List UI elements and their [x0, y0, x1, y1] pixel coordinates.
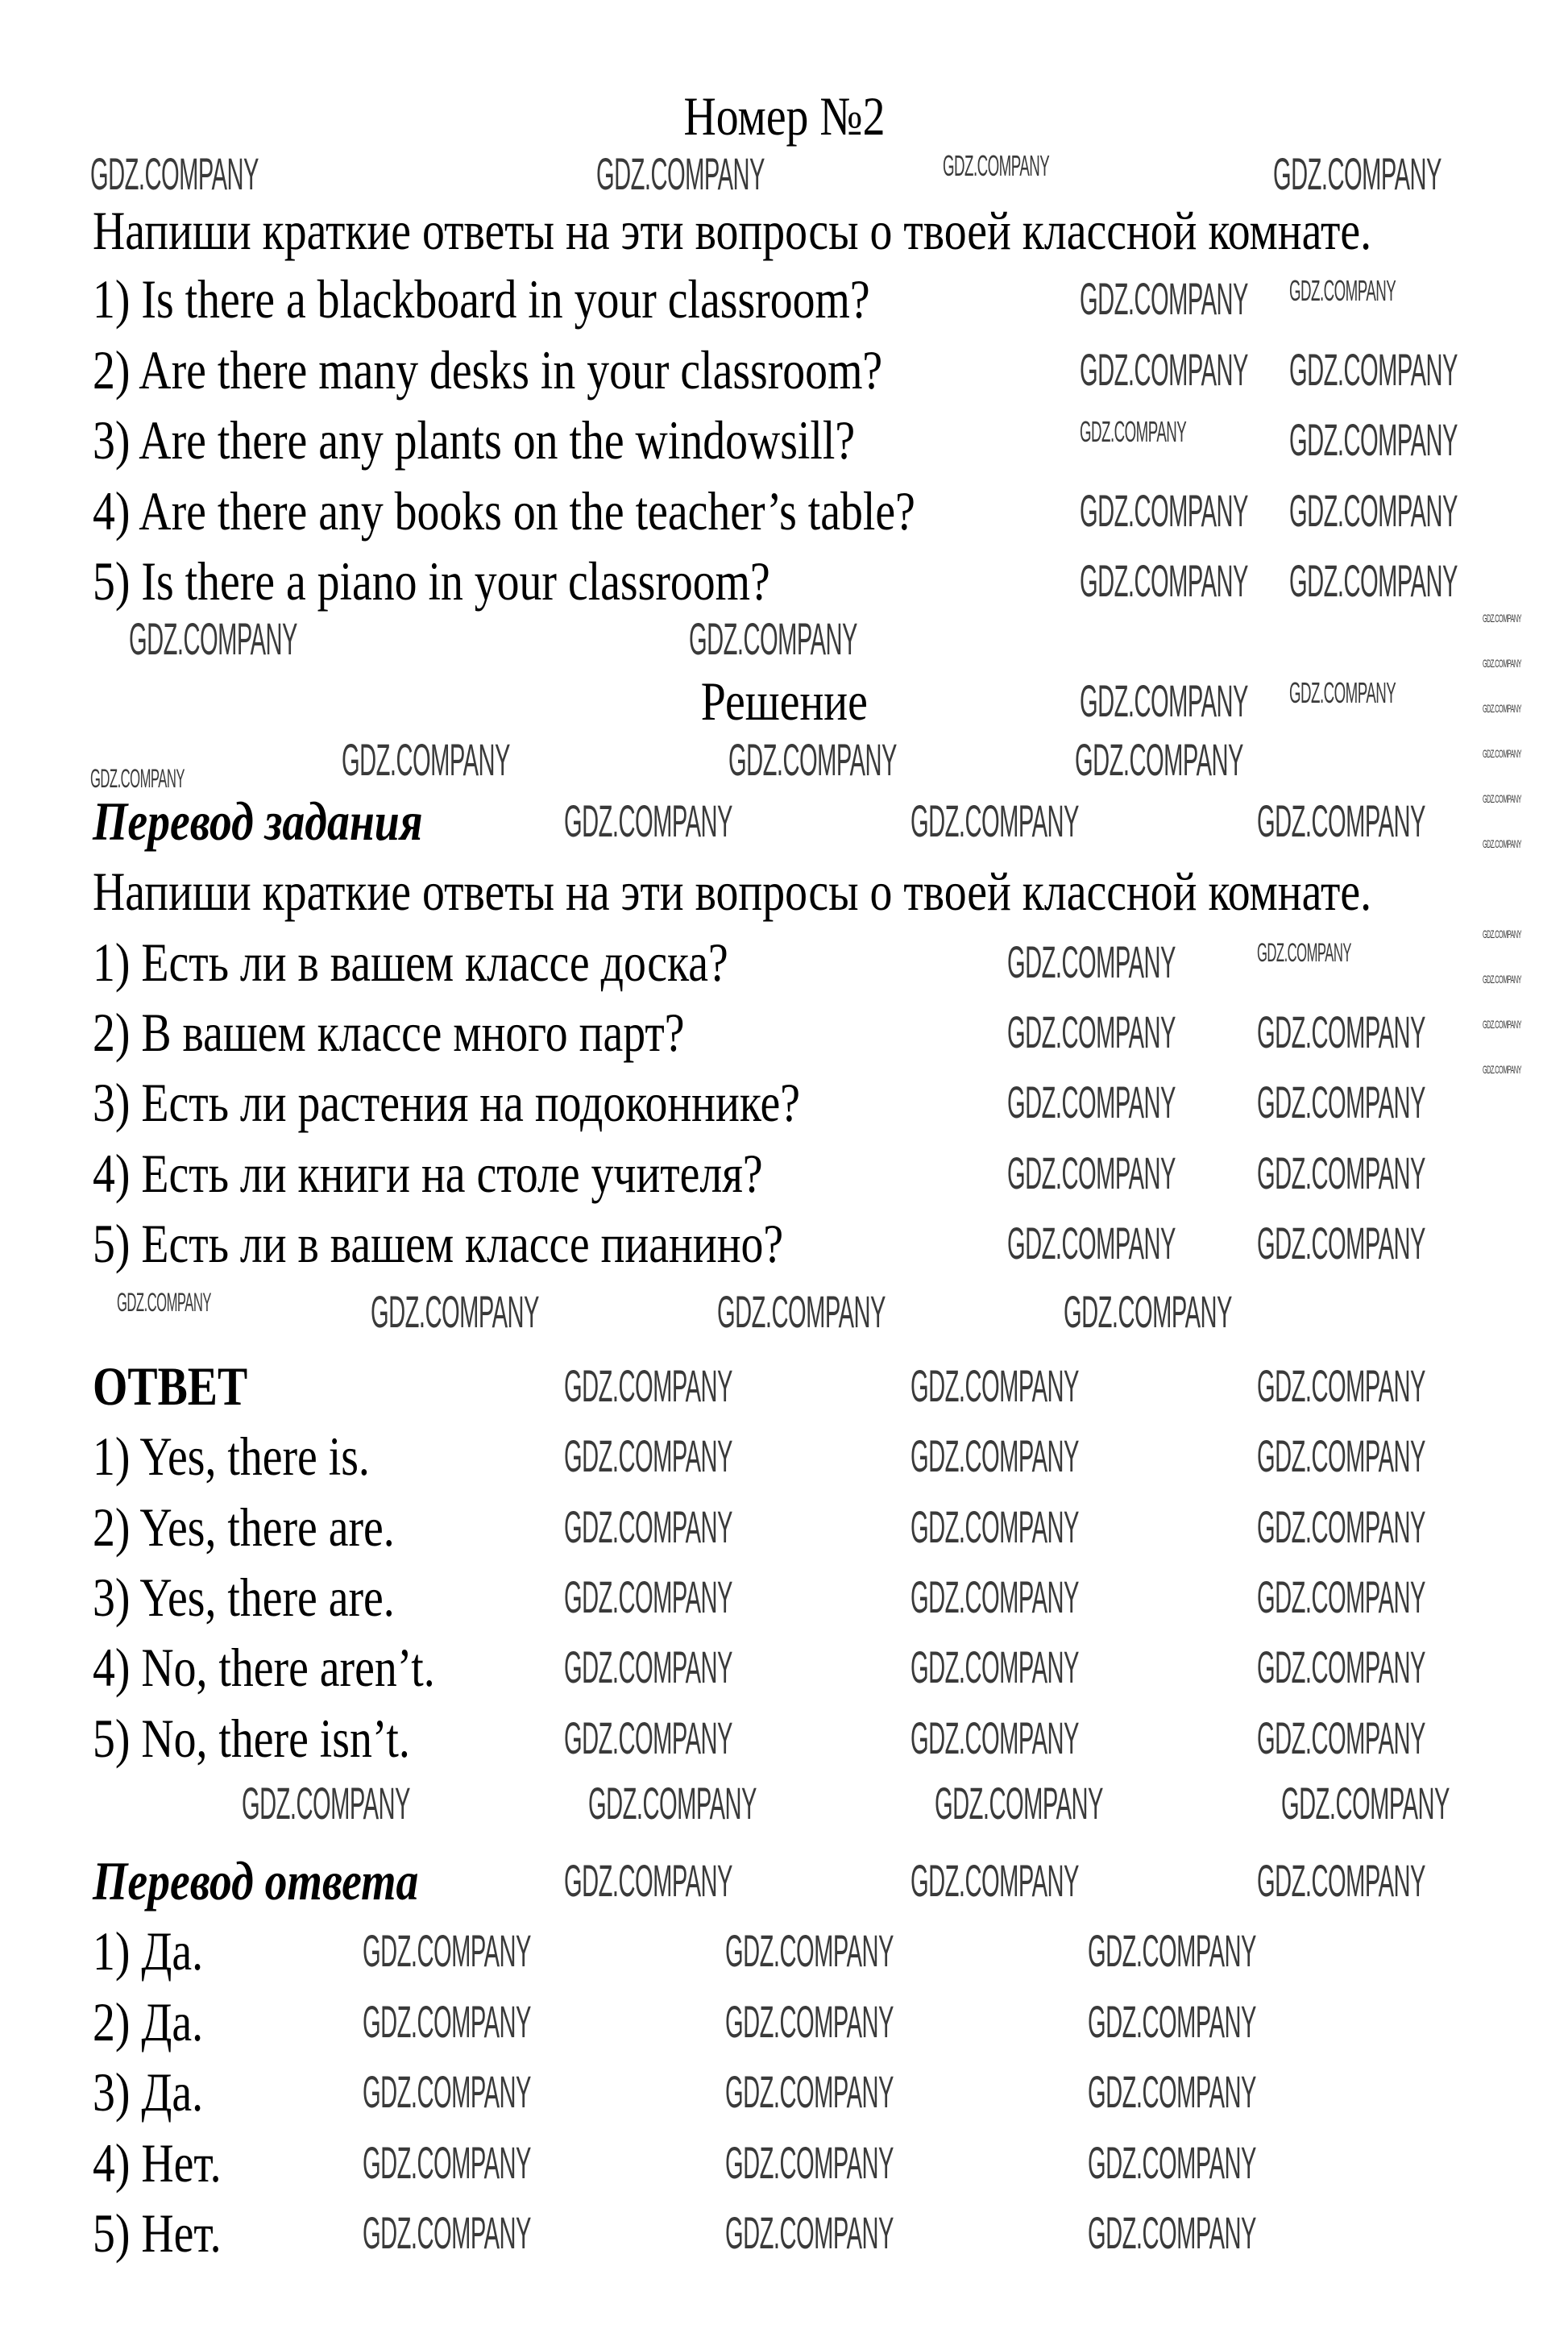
watermark: GDZ.COMPANY	[363, 2066, 531, 2117]
watermark: GDZ.COMPANY	[911, 1712, 1079, 1763]
watermark: GDZ.COMPANY	[725, 1925, 894, 1976]
watermark: GDZ.COMPANY	[1483, 702, 1521, 715]
watermark: GDZ.COMPANY	[911, 1642, 1079, 1692]
translated-answer-4: 4) Нет.	[93, 2132, 222, 2194]
watermark: GDZ.COMPANY	[1257, 1360, 1425, 1411]
watermark: GDZ.COMPANY	[564, 1360, 732, 1411]
watermark: GDZ.COMPANY	[943, 149, 1050, 182]
watermark: GDZ.COMPANY	[1080, 344, 1248, 395]
watermark: GDZ.COMPANY	[564, 1501, 732, 1552]
watermark: GDZ.COMPANY	[1257, 1077, 1425, 1127]
watermark: GDZ.COMPANY	[1088, 1925, 1256, 1976]
watermark: GDZ.COMPANY	[1483, 837, 1521, 850]
solution-heading-text: Решение	[700, 670, 868, 732]
question-2: 2) Are there many desks in your classroom?	[93, 339, 883, 401]
watermark: GDZ.COMPANY	[342, 734, 510, 785]
translated-question-2: 2) В вашем классе много парт?	[93, 1002, 685, 1063]
watermark: GDZ.COMPANY	[1080, 555, 1248, 606]
watermark: GDZ.COMPANY	[725, 2207, 894, 2258]
question-1: 1) Is there a blackboard in your classroom?	[93, 268, 870, 330]
watermark: GDZ.COMPANY	[1289, 555, 1458, 606]
watermark: GDZ.COMPANY	[1007, 936, 1176, 987]
watermark: GDZ.COMPANY	[1483, 612, 1521, 625]
watermark: GDZ.COMPANY	[725, 2066, 894, 2117]
watermark: GDZ.COMPANY	[725, 1996, 894, 2047]
page-title	[0, 85, 1568, 147]
watermark: GDZ.COMPANY	[1483, 657, 1521, 670]
watermark: GDZ.COMPANY	[1257, 1218, 1425, 1268]
watermark: GDZ.COMPANY	[1483, 973, 1521, 986]
watermark: GDZ.COMPANY	[1289, 414, 1458, 465]
translated-answer-1: 1) Да.	[93, 1920, 204, 1982]
watermark: GDZ.COMPANY	[1088, 2066, 1256, 2117]
watermark: GDZ.COMPANY	[1007, 1218, 1176, 1268]
answer-1: 1) Yes, there is.	[93, 1426, 370, 1487]
watermark: GDZ.COMPANY	[911, 1501, 1079, 1552]
page-title-text: Номер №2	[682, 85, 886, 147]
task-instruction: Напиши краткие ответы на эти вопросы о твоей классной комнате.	[93, 200, 1372, 261]
watermark: GDZ.COMPANY	[728, 734, 897, 785]
watermark: GDZ.COMPANY	[911, 1360, 1079, 1411]
answer-5: 5) No, there isn’t.	[93, 1708, 410, 1769]
watermark: GDZ.COMPANY	[588, 1778, 757, 1829]
watermark: GDZ.COMPANY	[1088, 1996, 1256, 2047]
watermark: GDZ.COMPANY	[1088, 2207, 1256, 2258]
watermark: GDZ.COMPANY	[1257, 1430, 1425, 1481]
watermark: GDZ.COMPANY	[1257, 795, 1425, 846]
answer-3: 3) Yes, there are.	[93, 1567, 395, 1628]
watermark: GDZ.COMPANY	[911, 1571, 1079, 1622]
answer-2: 2) Yes, there are.	[93, 1496, 395, 1558]
answer-4: 4) No, there aren’t.	[93, 1637, 435, 1698]
watermark: GDZ.COMPANY	[363, 2207, 531, 2258]
watermark: GDZ.COMPANY	[1080, 675, 1248, 726]
watermark: GDZ.COMPANY	[90, 148, 259, 199]
watermark: GDZ.COMPANY	[717, 1286, 886, 1337]
watermark: GDZ.COMPANY	[1257, 1571, 1425, 1622]
watermark: GDZ.COMPANY	[1289, 344, 1458, 395]
solution-heading	[0, 670, 1568, 732]
watermark: GDZ.COMPANY	[1007, 1077, 1176, 1127]
watermark: GDZ.COMPANY	[1483, 928, 1521, 940]
watermark: GDZ.COMPANY	[564, 1430, 732, 1481]
watermark: GDZ.COMPANY	[564, 795, 732, 846]
watermark: GDZ.COMPANY	[1257, 1007, 1425, 1057]
watermark: GDZ.COMPANY	[564, 1642, 732, 1692]
watermark: GDZ.COMPANY	[1273, 148, 1441, 199]
watermark: GDZ.COMPANY	[564, 1712, 732, 1763]
question-5: 5) Is there a piano in your classroom?	[93, 550, 770, 612]
answer-heading: ОТВЕТ	[93, 1355, 248, 1417]
watermark: GDZ.COMPANY	[1483, 1063, 1521, 1076]
watermark: GDZ.COMPANY	[1483, 792, 1521, 805]
watermark: GDZ.COMPANY	[129, 613, 297, 664]
question-4: 4) Are there any books on the teacher’s table?	[93, 480, 915, 542]
watermark: GDZ.COMPANY	[1080, 273, 1248, 324]
watermark: GDZ.COMPANY	[935, 1778, 1103, 1829]
watermark: GDZ.COMPANY	[1088, 2137, 1256, 2188]
translated-answer-5: 5) Нет.	[93, 2202, 222, 2264]
watermark: GDZ.COMPANY	[564, 1855, 732, 1906]
translated-answer-3: 3) Да.	[93, 2061, 204, 2123]
watermark: GDZ.COMPANY	[1257, 1148, 1425, 1198]
answer-translation-heading: Перевод ответа	[93, 1850, 419, 1912]
watermark: GDZ.COMPANY	[1281, 1778, 1450, 1829]
watermark: GDZ.COMPANY	[596, 148, 765, 199]
watermark: GDZ.COMPANY	[363, 1925, 531, 1976]
watermark: GDZ.COMPANY	[1080, 485, 1248, 536]
task-translation-heading: Перевод задания	[93, 791, 423, 852]
translated-answer-2: 2) Да.	[93, 1991, 204, 2053]
watermark: GDZ.COMPANY	[1483, 1018, 1521, 1031]
watermark: GDZ.COMPANY	[1257, 938, 1351, 967]
translated-question-1: 1) Есть ли в вашем классе доска?	[93, 932, 728, 993]
watermark: GDZ.COMPANY	[1289, 485, 1458, 536]
question-3: 3) Are there any plants on the windowsill?	[93, 409, 856, 471]
watermark: GDZ.COMPANY	[363, 2137, 531, 2188]
translated-question-4: 4) Есть ли книги на столе учителя?	[93, 1143, 763, 1204]
watermark: GDZ.COMPANY	[90, 764, 185, 793]
translated-question-5: 5) Есть ли в вашем классе пианино?	[93, 1213, 784, 1274]
watermark: GDZ.COMPANY	[911, 795, 1079, 846]
watermark: GDZ.COMPANY	[1257, 1855, 1425, 1906]
watermark: GDZ.COMPANY	[1257, 1642, 1425, 1692]
watermark: GDZ.COMPANY	[725, 2137, 894, 2188]
watermark: GDZ.COMPANY	[911, 1855, 1079, 1906]
watermark: GDZ.COMPANY	[1257, 1501, 1425, 1552]
watermark: GDZ.COMPANY	[1483, 747, 1521, 760]
watermark: GDZ.COMPANY	[363, 1996, 531, 2047]
watermark: GDZ.COMPANY	[1257, 1712, 1425, 1763]
watermark: GDZ.COMPANY	[689, 613, 857, 664]
watermark: GDZ.COMPANY	[1080, 415, 1187, 448]
watermark: GDZ.COMPANY	[242, 1778, 410, 1829]
watermark: GDZ.COMPANY	[1289, 676, 1396, 709]
watermark: GDZ.COMPANY	[1075, 734, 1243, 785]
watermark: GDZ.COMPANY	[1289, 274, 1396, 307]
translated-question-3: 3) Есть ли растения на подоконнике?	[93, 1072, 801, 1133]
watermark: GDZ.COMPANY	[1064, 1286, 1232, 1337]
watermark: GDZ.COMPANY	[1007, 1148, 1176, 1198]
task-translation-instruction: Напиши краткие ответы на эти вопросы о твоей классной комнате.	[93, 861, 1372, 922]
watermark: GDZ.COMPANY	[371, 1286, 539, 1337]
watermark: GDZ.COMPANY	[911, 1430, 1079, 1481]
watermark: GDZ.COMPANY	[117, 1288, 211, 1317]
watermark: GDZ.COMPANY	[564, 1571, 732, 1622]
watermark: GDZ.COMPANY	[1007, 1007, 1176, 1057]
